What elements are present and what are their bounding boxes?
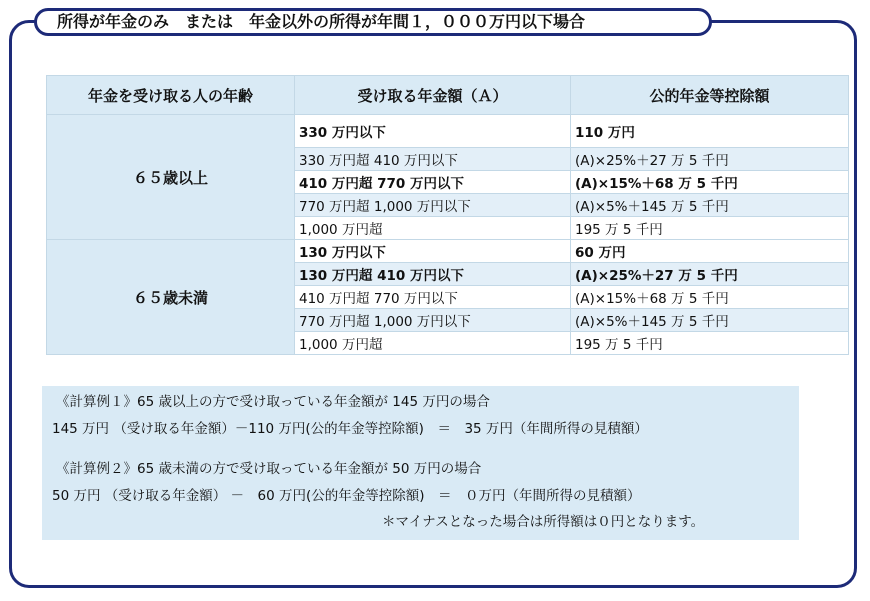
pension-deduction-table <box>46 75 849 355</box>
amount-cell: 1,000 万円超 <box>295 217 571 240</box>
example-1-heading: 《計算例１》65 歳以上の方で受け取っている年金額が 145 万円の場合 <box>56 394 490 410</box>
deduction-cell: 195 万 5 千円 <box>571 217 849 240</box>
calculation-examples <box>42 386 799 540</box>
deduction-cell: (A)×15%＋68 万 5 千円 <box>571 286 849 309</box>
header-age: 年金を受け取る人の年齢 <box>47 76 295 115</box>
example-2-heading: 《計算例２》65 歳未満の方で受け取っている年金額が 50 万円の場合 <box>56 461 482 477</box>
deduction-cell: (A)×5%＋145 万 5 千円 <box>571 309 849 332</box>
deduction-cell: (A)×15%＋68 万 5 千円 <box>571 171 849 194</box>
deduction-cell: 195 万 5 千円 <box>571 332 849 355</box>
amount-cell: 130 万円以下 <box>295 240 571 263</box>
header-deduction: 公的年金等控除額 <box>571 76 849 115</box>
negative-income-note: ＊マイナスとなった場合は所得額は０円となります。 <box>382 514 705 530</box>
amount-cell: 330 万円以下 <box>295 115 571 148</box>
example-2-formula: 50 万円 （受け取る年金額） － 60 万円(公的年金等控除額) ＝ ０万円（年間所得の見積額） <box>52 488 641 504</box>
table-row <box>47 240 849 263</box>
example-1-formula: 145 万円 （受け取る年金額）－110 万円(公的年金等控除額) ＝ 35 万円（年間所得の見積額） <box>52 421 648 437</box>
table-header-row <box>47 76 849 115</box>
amount-cell: 330 万円超 410 万円以下 <box>295 148 571 171</box>
header-amount: 受け取る年金額（Ａ） <box>295 76 571 115</box>
deduction-cell: (A)×25%＋27 万 5 千円 <box>571 263 849 286</box>
table-row <box>47 115 849 148</box>
deduction-cell: 60 万円 <box>571 240 849 263</box>
age-group-65-plus: ６５歳以上 <box>47 115 295 240</box>
deduction-cell: (A)×25%＋27 万 5 千円 <box>571 148 849 171</box>
deduction-cell: 110 万円 <box>571 115 849 148</box>
amount-cell: 410 万円超 770 万円以下 <box>295 286 571 309</box>
deduction-cell: (A)×5%＋145 万 5 千円 <box>571 194 849 217</box>
amount-cell: 770 万円超 1,000 万円以下 <box>295 309 571 332</box>
amount-cell: 770 万円超 1,000 万円以下 <box>295 194 571 217</box>
amount-cell: 410 万円超 770 万円以下 <box>295 171 571 194</box>
amount-cell: 1,000 万円超 <box>295 332 571 355</box>
page-title: 所得が年金のみ または 年金以外の所得が年間１，０００万円以下場合 <box>34 8 712 36</box>
amount-cell: 130 万円超 410 万円以下 <box>295 263 571 286</box>
age-group-under-65: ６５歳未満 <box>47 240 295 355</box>
